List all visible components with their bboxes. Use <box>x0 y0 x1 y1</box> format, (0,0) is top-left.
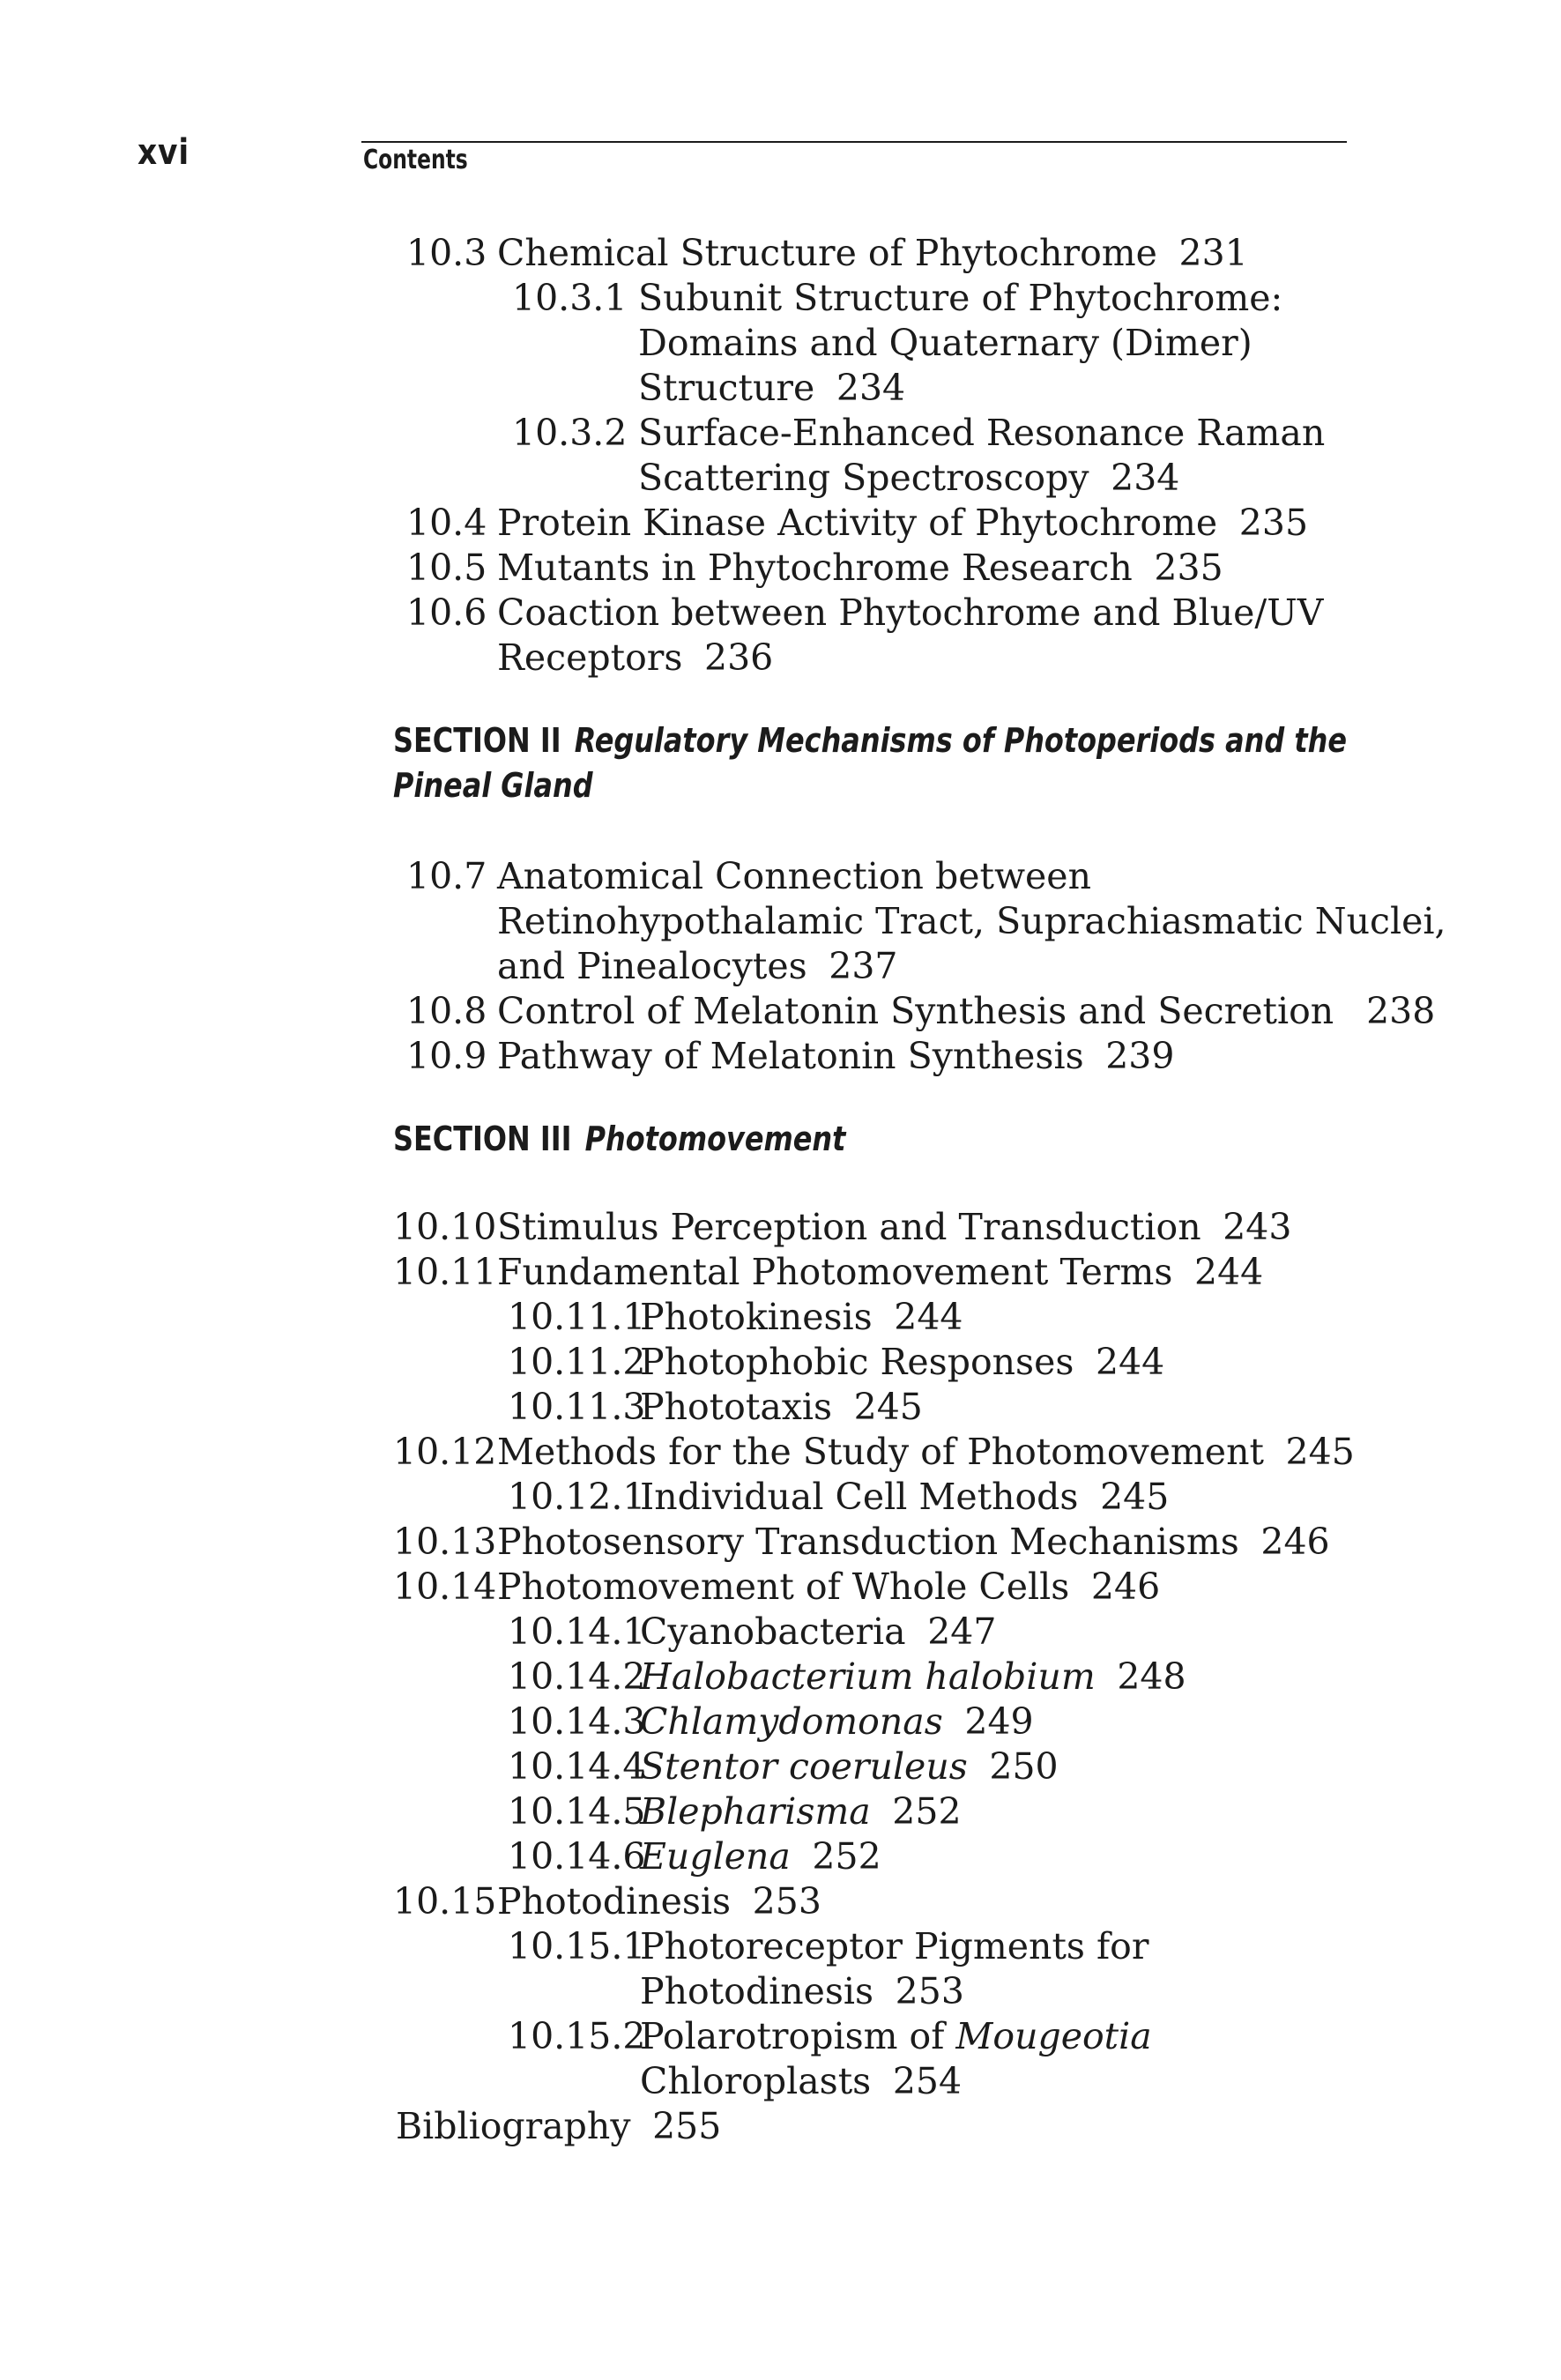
entry-number: 10.14.2 <box>508 1655 646 1698</box>
entry-title: Fundamental Photomovement Terms 244 <box>497 1251 1264 1293</box>
entry-page: 247 <box>927 1610 997 1653</box>
entry-title: Anatomical Connection between <box>497 855 1091 897</box>
entry-title: Photoreceptor Pigments for <box>640 1925 1149 1967</box>
entry-title: Photodinesis 253 <box>497 1880 821 1923</box>
entry-title: Euglena 252 <box>640 1835 881 1878</box>
entry-title: Receptors 236 <box>497 636 774 679</box>
entry-page: 238 <box>1366 990 1436 1032</box>
entry-title: Stimulus Perception and Transduction 243 <box>497 1206 1292 1248</box>
entry-page: 248 <box>1117 1655 1186 1698</box>
entry-title: Methods for the Study of Photomovement 245 <box>497 1431 1355 1473</box>
entry-number: 10.11.3 <box>508 1386 646 1428</box>
entry-title: Photomovement of Whole Cells 246 <box>497 1566 1161 1608</box>
section-heading-continuation <box>393 763 593 807</box>
entry-title: Coaction between Phytochrome and Blue/UV <box>497 591 1324 634</box>
running-head: Contents <box>363 145 468 175</box>
entry-number: 10.6 <box>406 591 487 634</box>
entry-number: 10.12.1 <box>508 1476 646 1518</box>
entry-number: 10.11 <box>393 1251 497 1293</box>
entry-page: 246 <box>1260 1521 1330 1563</box>
entry-page: 254 <box>892 2060 963 2102</box>
page-header <box>0 0 1561 194</box>
entry-number: 10.14.3 <box>508 1700 646 1743</box>
entry-title: Surface-Enhanced Resonance Raman <box>638 412 1326 454</box>
entry-title: Phototaxis 245 <box>640 1386 923 1428</box>
entry-number: 10.10 <box>393 1206 497 1248</box>
entry-page: 245 <box>1100 1476 1170 1518</box>
entry-number: 10.14 <box>393 1566 497 1608</box>
section-heading <box>393 718 1347 762</box>
entry-title: Domains and Quaternary (Dimer) <box>638 322 1253 364</box>
entry-number: 10.7 <box>406 855 487 897</box>
entry-page: 245 <box>1285 1431 1355 1473</box>
entry-title: Photokinesis 244 <box>640 1296 963 1338</box>
section-label: SECTION III <box>393 1119 572 1158</box>
entry-page: 243 <box>1223 1206 1292 1248</box>
entry-page: 245 <box>853 1386 923 1428</box>
section-title: Pineal Gland <box>393 766 593 805</box>
entry-page: 252 <box>812 1835 881 1878</box>
entry-title: Photosensory Transduction Mechanisms 246 <box>497 1521 1330 1563</box>
entry-number: 10.13 <box>393 1521 497 1563</box>
entry-number: 10.5 <box>406 547 487 589</box>
entry-page: 244 <box>1193 1251 1264 1293</box>
entry-number: 10.3.2 <box>512 412 628 454</box>
entry-title: Pathway of Melatonin Synthesis 239 <box>497 1035 1175 1077</box>
entry-title: Cyanobacteria 247 <box>640 1610 997 1653</box>
header-rule <box>361 141 1347 143</box>
entry-number: 10.15 <box>393 1880 497 1923</box>
entry-title: Bibliography 255 <box>396 2105 722 2147</box>
entry-title: Mutants in Phytochrome Research 235 <box>497 547 1223 589</box>
entry-title: Control of Melatonin Synthesis and Secretion 238 <box>497 990 1436 1032</box>
entry-page: 234 <box>1111 457 1180 499</box>
entry-number: 10.11.2 <box>508 1341 646 1383</box>
entry-page: 235 <box>1154 547 1223 589</box>
entry-title: Stentor coeruleus 250 <box>640 1745 1059 1788</box>
entry-number: 10.14.4 <box>508 1745 646 1788</box>
entry-title: and Pinealocytes 237 <box>497 945 898 987</box>
entry-page: 253 <box>895 1970 964 2012</box>
entry-page: 255 <box>652 2105 722 2147</box>
entry-title: Chlamydomonas 249 <box>640 1700 1034 1743</box>
entry-title: Blepharisma 252 <box>640 1790 962 1833</box>
entry-title: Halobacterium halobium 248 <box>640 1655 1186 1698</box>
entry-title: Retinohypothalamic Tract, Suprachiasmatic Nuclei, <box>497 900 1446 942</box>
entry-number: 10.14.1 <box>508 1610 646 1653</box>
section-title: Regulatory Mechanisms of Photoperiods and the <box>574 721 1347 760</box>
entry-title: Polarotropism of Mougeotia <box>640 2015 1152 2057</box>
entry-title: Photophobic Responses 244 <box>640 1341 1165 1383</box>
entry-number: 10.11.1 <box>508 1296 646 1338</box>
entry-number: 10.12 <box>393 1431 497 1473</box>
section-heading <box>393 1117 845 1161</box>
entry-page: 231 <box>1178 232 1248 274</box>
entry-number: 10.3 <box>406 232 487 274</box>
entry-number: 10.14.6 <box>508 1835 646 1878</box>
entry-number: 10.9 <box>406 1035 487 1077</box>
entry-title: Scattering Spectroscopy 234 <box>638 457 1180 499</box>
page-number: xvi <box>138 132 190 173</box>
entry-title: Protein Kinase Activity of Phytochrome 235 <box>497 502 1309 544</box>
entry-page: 252 <box>892 1790 962 1833</box>
entry-page: 244 <box>894 1296 963 1338</box>
entry-title: Chemical Structure of Phytochrome 231 <box>497 232 1248 274</box>
entry-title: Structure 234 <box>638 367 906 409</box>
entry-page: 236 <box>704 636 774 679</box>
entry-number: 10.3.1 <box>512 277 628 319</box>
entry-page: 244 <box>1095 1341 1165 1383</box>
section-label: SECTION II <box>393 721 561 760</box>
entry-number: 10.15.1 <box>508 1925 646 1967</box>
entry-number: 10.8 <box>406 990 487 1032</box>
entry-title: Chloroplasts 254 <box>640 2060 963 2102</box>
entry-page: 246 <box>1090 1566 1161 1608</box>
entry-number: 10.15.2 <box>508 2015 646 2057</box>
entry-page: 249 <box>964 1700 1034 1743</box>
entry-page: 234 <box>836 367 906 409</box>
entry-page: 253 <box>752 1880 821 1923</box>
entry-title: Individual Cell Methods 245 <box>640 1476 1170 1518</box>
entry-page: 250 <box>989 1745 1059 1788</box>
entry-number: 10.14.5 <box>508 1790 646 1833</box>
entry-title: Photodinesis 253 <box>640 1970 964 2012</box>
section-title: Photomovement <box>584 1119 846 1158</box>
entry-page: 235 <box>1238 502 1309 544</box>
entry-page: 239 <box>1105 1035 1175 1077</box>
entry-title: Subunit Structure of Phytochrome: <box>638 277 1283 319</box>
entry-page: 237 <box>829 945 898 987</box>
entry-number: 10.4 <box>406 502 487 544</box>
